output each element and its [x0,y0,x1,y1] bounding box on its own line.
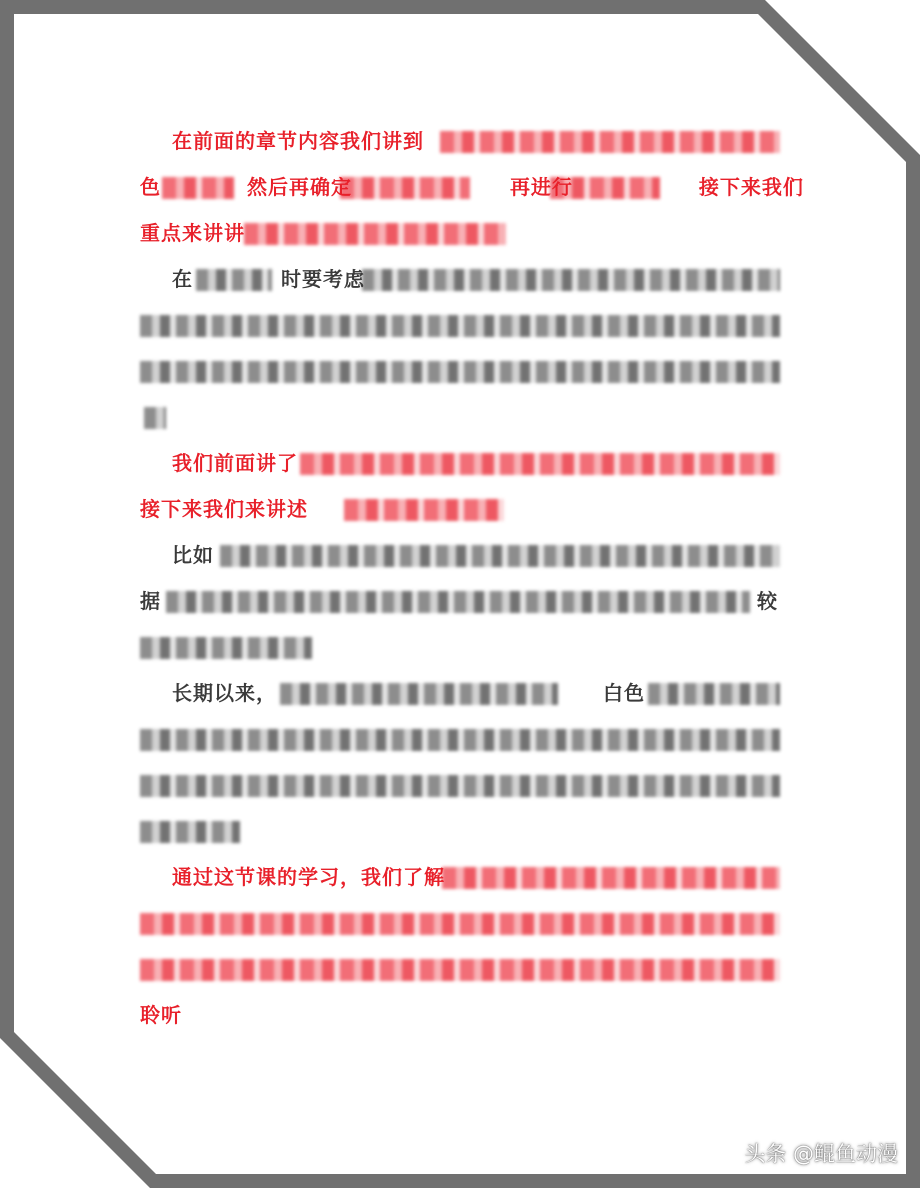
redacted-text [220,545,780,567]
paragraph-4 [140,532,780,670]
text-fragment: 通过这节课的学习，我们了解 [172,865,445,889]
document-body [140,118,804,1038]
text-line [140,302,780,348]
text-line [140,348,780,394]
text-fragment: 色 [140,175,161,199]
text-line [140,992,780,1038]
redacted-text [140,959,780,981]
paragraph-3 [140,440,780,532]
text-fragment: 长期以来， [172,681,277,705]
text-line [140,900,780,946]
text-line [140,624,780,670]
redacted-text [144,407,166,429]
redacted-text [362,269,780,291]
text-line [140,256,780,302]
text-fragment: 然后再确定 [246,175,352,199]
text-fragment: 时要考虑 [280,267,365,291]
redacted-text [196,269,272,291]
text-fragment: 在前面的章节内容我们讲到 [172,129,424,153]
text-fragment: 较 [756,589,778,613]
redacted-text [340,177,470,199]
paragraph-1 [140,118,804,256]
text-line [140,854,780,900]
redacted-text [166,591,750,613]
text-line [140,164,804,210]
redacted-text [244,223,506,245]
redacted-text [140,775,780,797]
redacted-text [300,453,780,475]
redacted-text [140,361,780,383]
text-fragment: 接下来我们 [698,175,804,199]
text-line [140,394,780,440]
text-fragment: 据 [140,589,161,613]
text-fragment: 重点来讲讲 [140,221,245,245]
text-line [140,808,780,854]
redacted-text [140,315,780,337]
redacted-text [344,499,504,521]
text-line [140,716,780,762]
redacted-text [140,729,780,751]
text-fragment: 在 [172,267,193,291]
text-line [140,118,780,164]
redacted-text [648,683,780,705]
paragraph-6 [140,854,780,1038]
text-line [140,670,780,716]
text-line [140,486,780,532]
text-fragment: 接下来我们来讲述 [140,497,308,521]
redacted-text [140,913,780,935]
text-fragment: 白色 [602,681,645,705]
redacted-text [162,177,234,199]
paragraph-2 [140,256,780,440]
text-line [140,946,780,992]
redacted-text [442,867,780,889]
redacted-text [140,821,240,843]
text-fragment: 比如 [172,543,214,567]
text-fragment: 聆听 [140,1003,182,1027]
watermark: 头条 @鲲鱼动漫 [744,1142,898,1166]
text-line [140,440,780,486]
text-line [140,210,780,256]
redacted-text [280,683,558,705]
text-fragment: 再进行 [509,175,573,199]
text-line [140,532,780,578]
paragraph-5 [140,670,780,854]
redacted-text [440,131,780,153]
text-fragment: 我们前面讲了 [172,451,298,475]
text-line [140,762,780,808]
text-line [140,578,780,624]
redacted-text [140,637,312,659]
